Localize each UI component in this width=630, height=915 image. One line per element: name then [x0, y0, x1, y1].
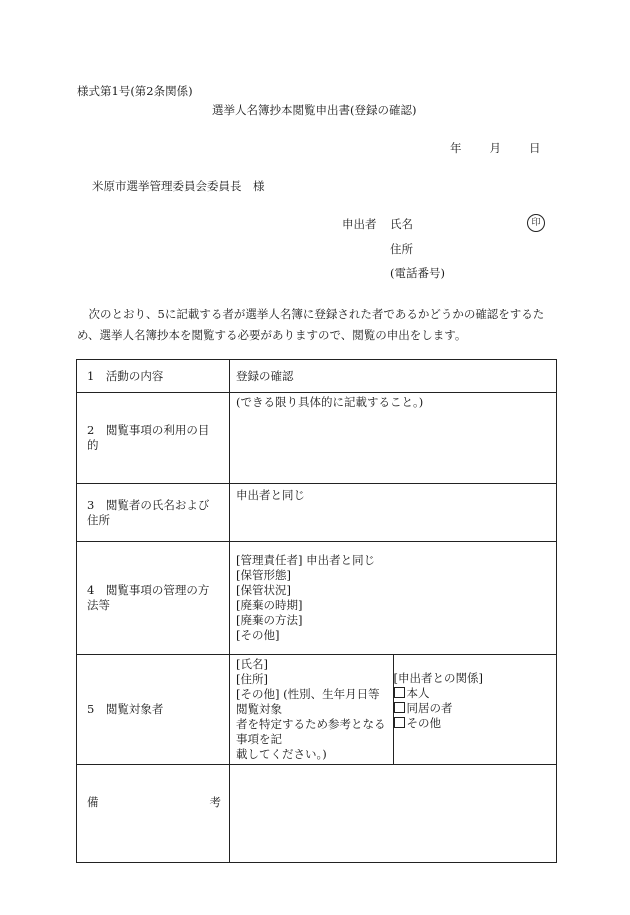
viewer-label-line1: 3 閲覧者の氏名および — [87, 497, 210, 512]
activity-label: 1 活動の内容 — [87, 368, 164, 383]
relation-option-self[interactable] — [394, 686, 557, 701]
table-row-activity — [77, 360, 557, 393]
remarks-label — [83, 795, 223, 810]
target-other-item-line2: 者を特定するため参考となる事項を記 — [236, 717, 386, 746]
remarks-label-right: 考 — [209, 795, 221, 809]
form-number: 様式第1号(第2条関係) — [77, 84, 193, 98]
relation-option-cohabitant-label: 同居の者 — [406, 701, 453, 715]
document-title: 選挙人名簿抄本閲覧申出書(登録の確認) — [212, 103, 417, 117]
checkbox-icon[interactable] — [394, 717, 405, 728]
relation-cell — [393, 655, 557, 765]
target-label-cell — [77, 655, 230, 765]
table-row-remarks — [77, 765, 557, 863]
storage-status-item: [保管状況] — [236, 583, 291, 597]
activity-content: 登録の確認 — [236, 368, 294, 383]
viewer-label-line2: 住所 — [87, 512, 110, 527]
date-day: 日 — [529, 141, 541, 155]
checkbox-icon[interactable] — [394, 687, 405, 698]
table-row-management — [77, 542, 557, 655]
relation-header: [申出者との関係] — [393, 671, 483, 685]
target-name-item: [氏名] — [236, 657, 268, 671]
remarks-content-cell[interactable] — [230, 765, 557, 863]
purpose-content-cell[interactable] — [230, 393, 557, 484]
applicant-name-label: 氏名 — [390, 217, 413, 231]
checkbox-icon[interactable] — [394, 702, 405, 713]
target-label: 5 閲覧対象者 — [87, 702, 164, 716]
remarks-label-cell — [77, 765, 230, 863]
purpose-label-line2: 的 — [87, 438, 99, 452]
applicant-address-label: 住所 — [390, 242, 413, 256]
purpose-note: (できる限り具体的に記載すること。) — [236, 395, 424, 409]
seal-mark-icon: 印 — [527, 214, 545, 232]
purpose-label — [83, 423, 223, 453]
table-row-target — [77, 655, 557, 765]
viewer-label-cell — [77, 484, 230, 542]
table-row-purpose — [77, 393, 557, 484]
management-label-cell — [77, 542, 230, 655]
application-table — [76, 359, 557, 863]
relation-option-other[interactable] — [394, 716, 557, 731]
viewer-content: 申出者と同じ — [236, 488, 305, 502]
applicant-phone-label: (電話番号) — [390, 266, 445, 280]
disposal-time-item: [廃棄の時期] — [236, 598, 303, 612]
purpose-label-cell — [77, 393, 230, 484]
applicant-label: 申出者 — [342, 217, 377, 231]
target-address-item: [住所] — [236, 672, 268, 686]
activity-content-cell[interactable] — [230, 360, 557, 393]
other-item: [その他] — [236, 628, 280, 642]
management-label-line1: 4 閲覧事項の管理の方 — [87, 583, 210, 597]
activity-label-cell — [77, 360, 230, 393]
date-month: 月 — [489, 141, 501, 155]
table-row-viewer — [77, 484, 557, 542]
viewer-content-cell[interactable] — [230, 484, 557, 542]
management-label-line2: 法等 — [87, 598, 110, 612]
date-year: 年 — [450, 141, 462, 155]
addressee: 米原市選挙管理委員会委員長 様 — [92, 179, 265, 193]
purpose-label-line1: 2 閲覧事項の利用の目 — [87, 423, 210, 437]
date-line — [450, 141, 541, 157]
target-content-cell[interactable] — [230, 655, 394, 765]
management-content-cell[interactable] — [230, 542, 557, 655]
intro-text: 次のとおり、5に記載する者が選挙人名簿に登録された者であるかどうかの確認をするため、選挙人名簿抄本を閲覧する必要がありますので、閲覧の申出をします。 — [77, 307, 545, 342]
storage-form-item: [保管形態] — [236, 568, 291, 582]
viewer-label — [83, 498, 223, 528]
relation-option-other-label: その他 — [406, 716, 441, 730]
relation-option-cohabitant[interactable] — [394, 701, 557, 716]
management-label — [83, 583, 223, 613]
target-other-item-line1: [その他] (性別、生年月日等閲覧対象 — [236, 687, 380, 716]
manager-item: [管理責任者] 申出者と同じ — [236, 553, 376, 567]
remarks-label-left: 備 — [87, 795, 99, 809]
target-other-item-line3: 載してください。) — [236, 747, 327, 761]
disposal-method-item: [廃棄の方法] — [236, 613, 303, 627]
relation-option-self-label: 本人 — [406, 686, 430, 700]
